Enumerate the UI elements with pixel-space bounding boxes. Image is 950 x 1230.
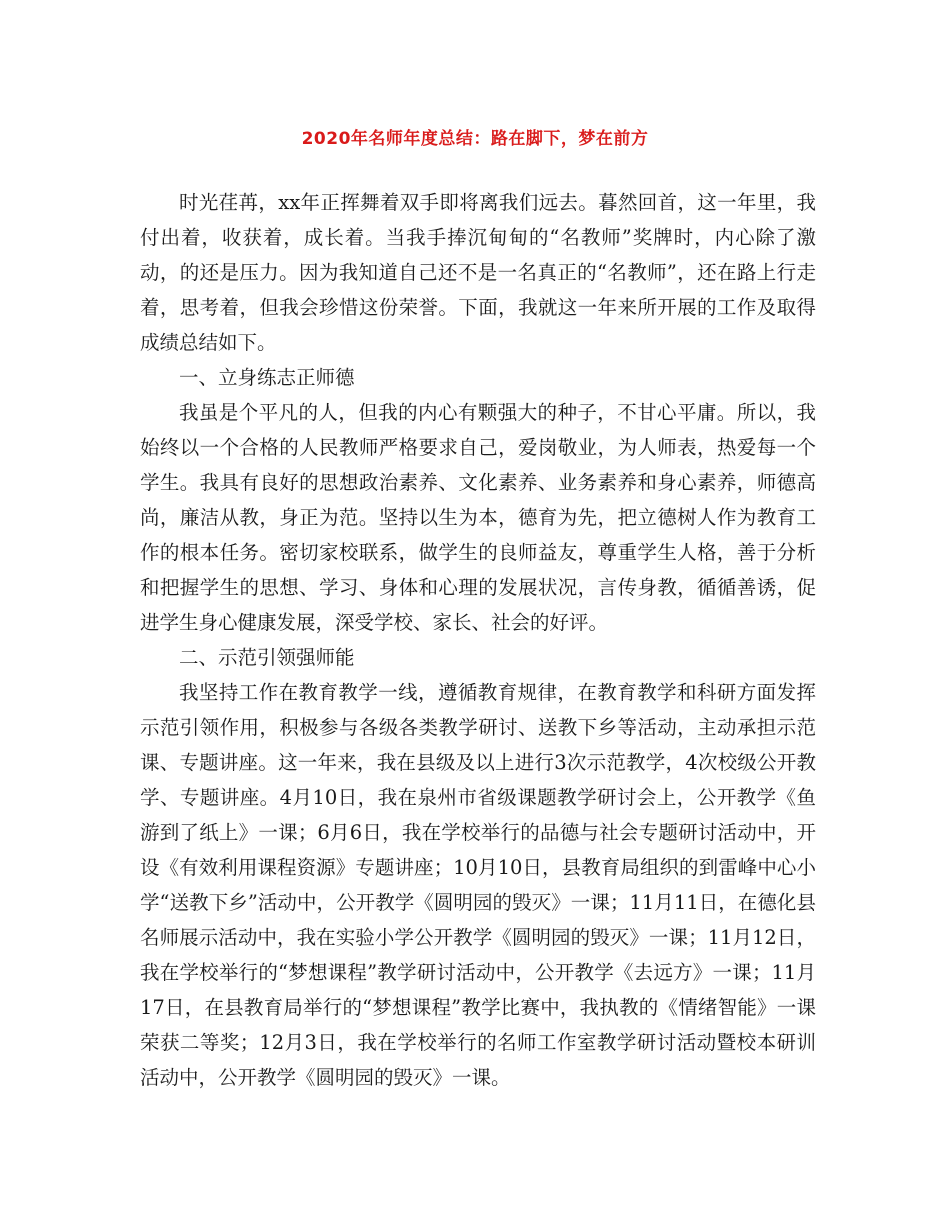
section-heading-1: 一、立身练志正师德 [179, 366, 355, 389]
document-body [140, 185, 816, 1095]
document-title: 2020年名师年度总结：路在脚下，梦在前方 [301, 129, 649, 149]
paragraph-intro: 时光荏苒，xx年正挥舞着双手即将离我们远去。暮然回首，这一年里，我付出着，收获着，成长着。当我手捧沉甸甸的“名教师”奖牌时，内心除了激动，的还是压力。因为我知道自己还不是一名真正的“名教师”，还在路上行走着，思考着，但我会珍惜这份荣誉。下面，我就这一年来所开展的工作及取得成绩总结如下。 [140, 191, 816, 354]
section-heading-2: 二、示范引领强师能 [179, 646, 355, 669]
paragraph-section-1: 我虽是个平凡的人，但我的内心有颗强大的种子，不甘心平庸。所以，我始终以一个合格的人民教师严格要求自己，爱岗敬业，为人师表，热爱每一个学生。我具有良好的思想政治素养、文化素养、业务素养和身心素养，师德高尚，廉洁从教，身正为范。坚持以生为本，德育为先，把立德树人作为教育工作的根本任务。密切家校联系，做学生的良师益友，尊重学生人格，善于分析和把握学生的思想、学习、身体和心理的发展状况，言传身教，循循善诱，促进学生身心健康发展，深受学校、家长、社会的好评。 [140, 401, 816, 634]
paragraph-section-2: 我坚持工作在教育教学一线，遵循教育规律，在教育教学和科研方面发挥示范引领作用，积极参与各级各类教学研讨、送教下乡等活动，主动承担示范课、专题讲座。这一年来，我在县级及以上进行3次示范教学，4次校级公开教学、专题讲座。4月10日，我在泉州市省级课题教学研讨会上，公开教学《鱼游到了纸上》一课；6月6日，我在学校举行的品德与社会专题研讨活动中，开设《有效利用课程资源》专题讲座；10月10日，县教育局组织的到雷峰中心小学“送教下乡”活动中，公开教学《圆明园的毁灭》一课；11月11日，在德化县名师展示活动中，我在实验小学公开教学《圆明园的毁灭》一课；11月12日，我在学校举行的“梦想课程”教学研讨活动中，公开教学《去远方》一课；11月17日，在县教育局举行的“梦想课程”教学比赛中，我执教的《情绪智能》一课荣获二等奖；12月3日，我在学校举行的名师工作室教学研讨活动暨校本研训活动中，公开教学《圆明园的毁灭》一课。 [140, 681, 816, 1089]
